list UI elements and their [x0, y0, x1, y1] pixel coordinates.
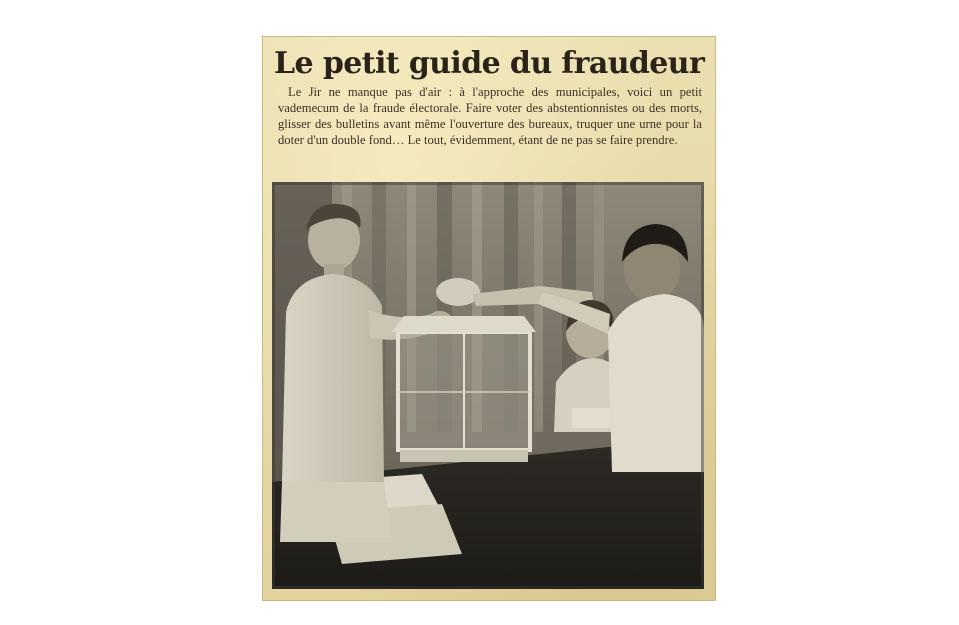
lead-paragraph: Le Jir ne manque pas d'air : à l'approche des municipales, voici un petit vademecum de la fraude électorale. Faire voter des abstentionnistes ou des morts, glisser des bulletins avant même l'ouverture des bureaux, truquer une urne pour la doter d'un double fond… Le tout, évidemment, étant de ne pas se faire prendre. — [278, 85, 702, 147]
press-photo-illustration — [272, 182, 704, 589]
newspaper-clipping — [262, 36, 716, 601]
headline: Le petit guide du fraudeur — [274, 46, 705, 81]
ballot-box — [392, 316, 536, 462]
press-photo — [272, 182, 704, 589]
